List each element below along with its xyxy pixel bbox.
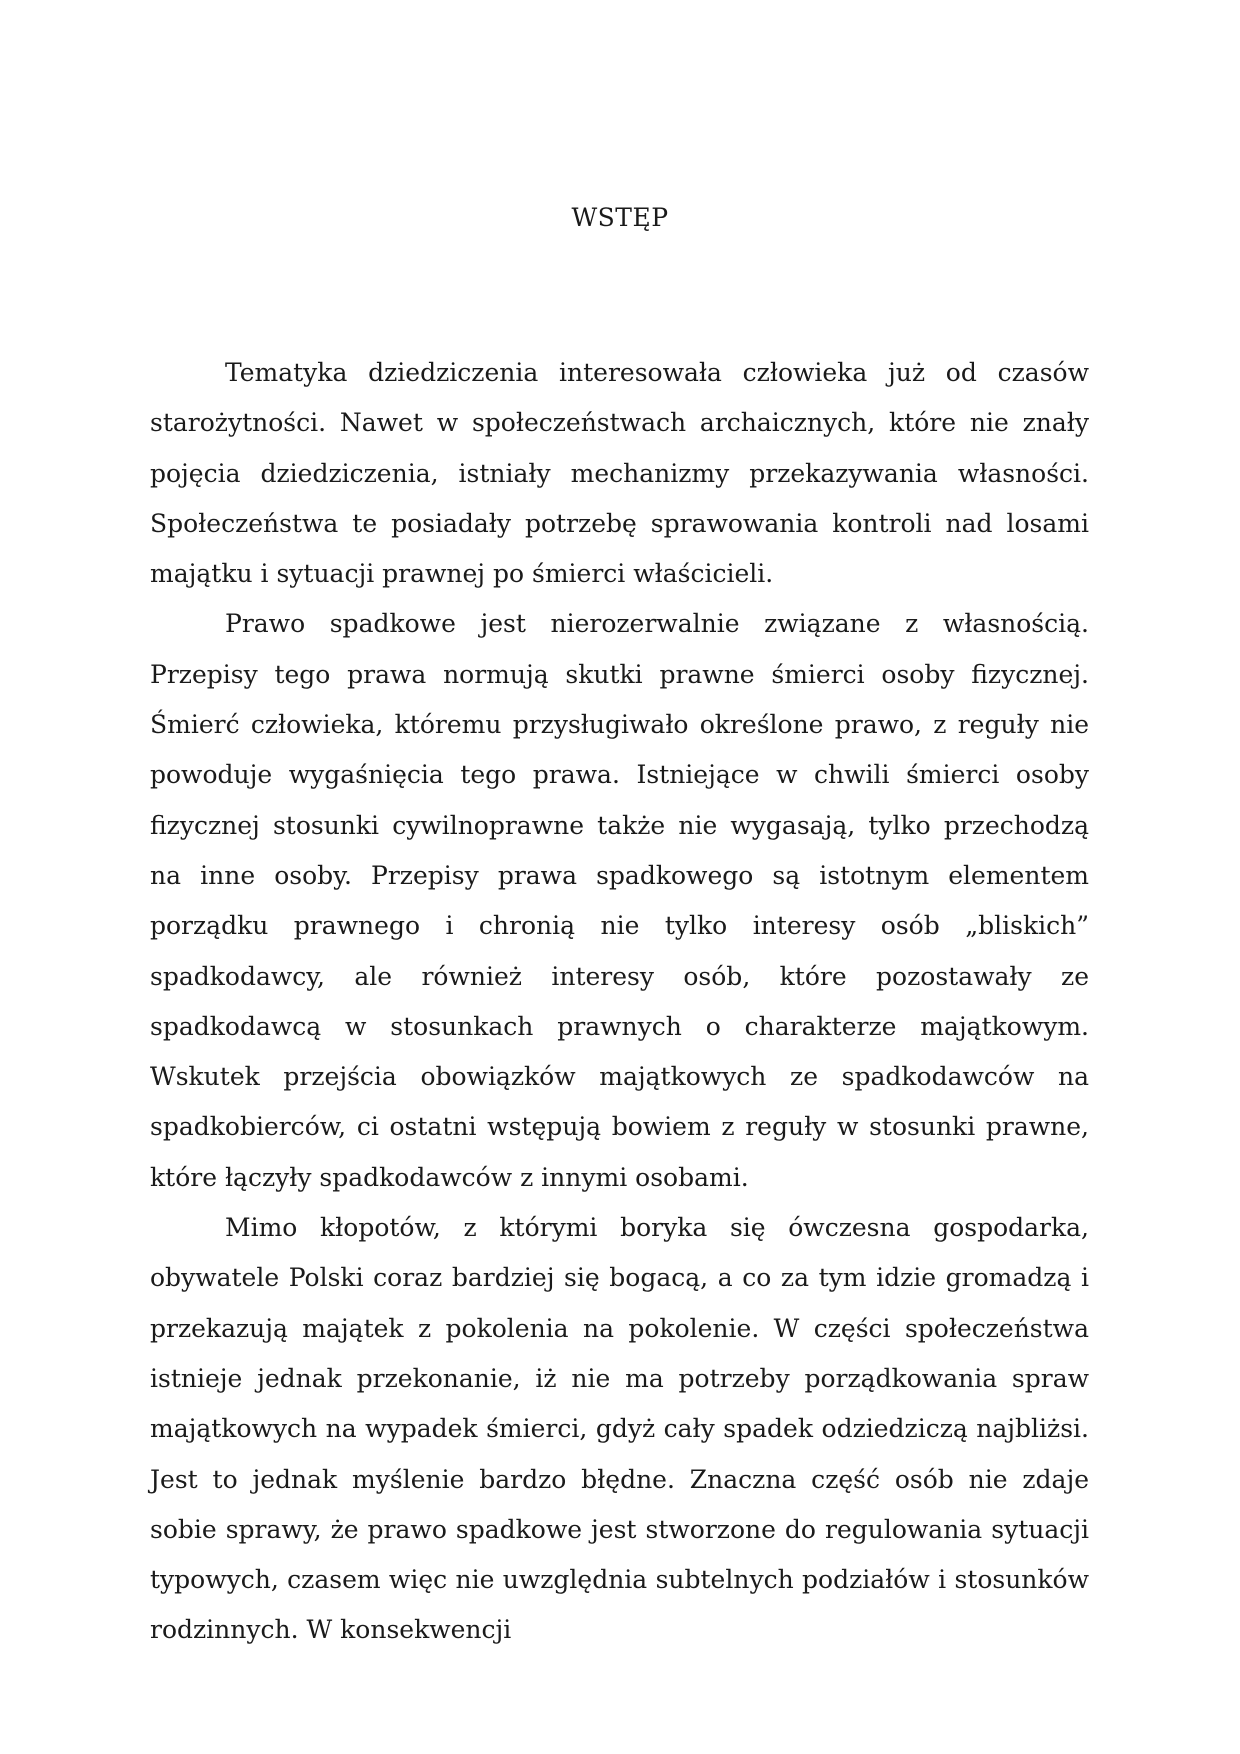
paragraph-3: Mimo kłopotów, z którymi boryka się ówczesna gospodarka, obywatele Polski coraz bardziej się bogacą, a co za tym idzie gromadzą i przekazują majątek z pokolenia na pokolenie. W części społeczeństwa istnieje jednak przekonanie, iż nie ma potrzeby porządkowania spraw majątkowych na wypadek śmierci, gdyż cały spadek odziedziczą najbliżsi. Jest to jednak myślenie bardzo błędne. Znaczna część osób nie zdaje sobie sprawy, że prawo spadkowe jest stworzone do regulowania sytuacji typowych, czasem więc nie uwzględnia subtelnych podziałów i stosunków rodzinnych. W konsekwencji: [150, 1213, 1089, 1645]
paragraph-2: Prawo spadkowe jest nierozerwalnie związane z własnością. Przepisy tego prawa normują skutki prawne śmierci osoby fizycznej. Śmierć człowieka, któremu przysługiwało określone prawo, z reguły nie powoduje wygaśnięcia tego prawa. Istniejące w chwili śmierci osoby fizycznej stosunki cywilnoprawne także nie wygasają, tylko przechodzą na inne osoby. Przepisy prawa spadkowego są istotnym elementem porządku prawnego i chronią nie tylko interesy osób „bliskich” spadkodawcy, ale również interesy osób, które pozostawały ze spadkodawcą w stosunkach prawnych o charakterze majątkowym. Wskutek przejścia obowiązków majątkowych ze spadkodawców na spadkobierców, ci ostatni wstępują bowiem z reguły w stosunki prawne, które łączyły spadkodawców z innymi osobami.: [150, 609, 1089, 1192]
page-title: WSTĘP: [571, 203, 669, 232]
document-body: [150, 348, 1089, 1656]
paragraph-1: Tematyka dziedziczenia interesowała człowieka już od czasów starożytności. Nawet w społeczeństwach archaicznych, które nie znały pojęcia dziedziczenia, istniały mechanizmy przekazywania własności. Społeczeństwa te posiadały potrzebę sprawowania kontroli nad losami majątku i sytuacji prawnej po śmierci właścicieli.: [150, 358, 1089, 589]
